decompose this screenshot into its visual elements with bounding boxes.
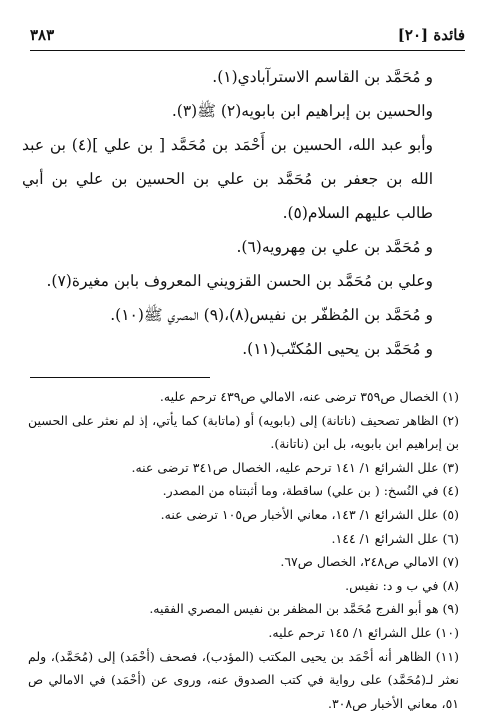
text-paragraph: وأبو عبد الله، الحسين بن أَحْمَد بن مُحَمَّد [ بن علي ](٤) بن عبد الله بن جعفر بن مُحَمَّد بن علي بن الحسين بن علي بن أبي طالب عليهم السلام(٥). bbox=[22, 136, 433, 222]
text-line: وعلي بن مُحَمَّد بن الحسن القزويني المعروف بابن مغيرة(٧). bbox=[46, 272, 433, 290]
header-rule bbox=[30, 50, 465, 51]
text-line: و مُحَمَّد بن يحيى المُكتّب(١١). bbox=[242, 340, 433, 358]
footnotes bbox=[28, 385, 463, 715]
footnote: (٤) في النُسخ: ( بن علي) ساقطة، وما أثبتناه من المصدر. bbox=[162, 483, 459, 499]
footnote: (٥) علل الشرائع ١/ ١٤٣، معاني الأخبار ص١٠٥ ترضى عنه. bbox=[160, 506, 459, 522]
footnote: (١٠) علل الشرائع ١/ ١٤٥ ترحم عليه. bbox=[268, 624, 459, 640]
footnote: (٧) الامالي ص٢٤٨، الخصال ص٦٧. bbox=[280, 554, 459, 570]
text-line: والحسين بن إبراهيم ابن بابويه(٢) ﷺ(٣). bbox=[171, 102, 433, 120]
main-text bbox=[22, 60, 463, 366]
text-line: و مُحَمَّد بن المُظفّر بن نفيس(٨)،(٩) المصري ﷺ(١٠). bbox=[110, 306, 433, 324]
footnote: (٣) علل الشرائع ١/ ١٤١ ترحم عليه، الخصال ص٣٤١ ترضى عنه. bbox=[131, 459, 459, 475]
footnote-separator bbox=[30, 377, 210, 378]
footnote: (١١) الظاهر أنه أحْمَد بن يحيى المكتب (المؤدب)، فصحف (أحْمَد) إلى (مُحَمَّد)، ولم نعثر لـ(مُحَمَّد) على رواية في كتب الصدوق عنه، وروى عن (أحْمَد) في الامالي ص ٥١، معاني الأخبار ص٣٠٨. bbox=[28, 648, 459, 711]
section-title: فائدة [٢٠] bbox=[397, 26, 465, 44]
footnote: (١) الخصال ص٣٥٩ ترضى عنه، الامالي ص٤٣٩ ترحم عليه. bbox=[159, 389, 459, 404]
footnote: (٨) في ب و د: نفيس. bbox=[345, 577, 459, 593]
page-number: ٣٨٣ bbox=[30, 26, 55, 44]
text-line: و مُحَمَّد بن القاسم الاسترآبادي(١). bbox=[212, 68, 433, 86]
footnote: (٢) الظاهر تصحيف (ناتانة) إلى (بابويه) أو (ماتابة) كما يأتي، إذ لم نعثر على الحسين بن إبراهيم ابن بابويه، بل ابن (ناتانة). bbox=[28, 412, 459, 452]
footnote: (٩) هو أبو الفرج مُحَمَّد بن المظفر بن نفيس المصري الفقيه. bbox=[149, 601, 459, 617]
text-line: و مُحَمَّد بن علي بن مِهرويه(٦). bbox=[236, 238, 433, 256]
page-header bbox=[30, 26, 465, 50]
footnote: (٦) علل الشرائع ١/ ١٤٤. bbox=[331, 530, 459, 546]
